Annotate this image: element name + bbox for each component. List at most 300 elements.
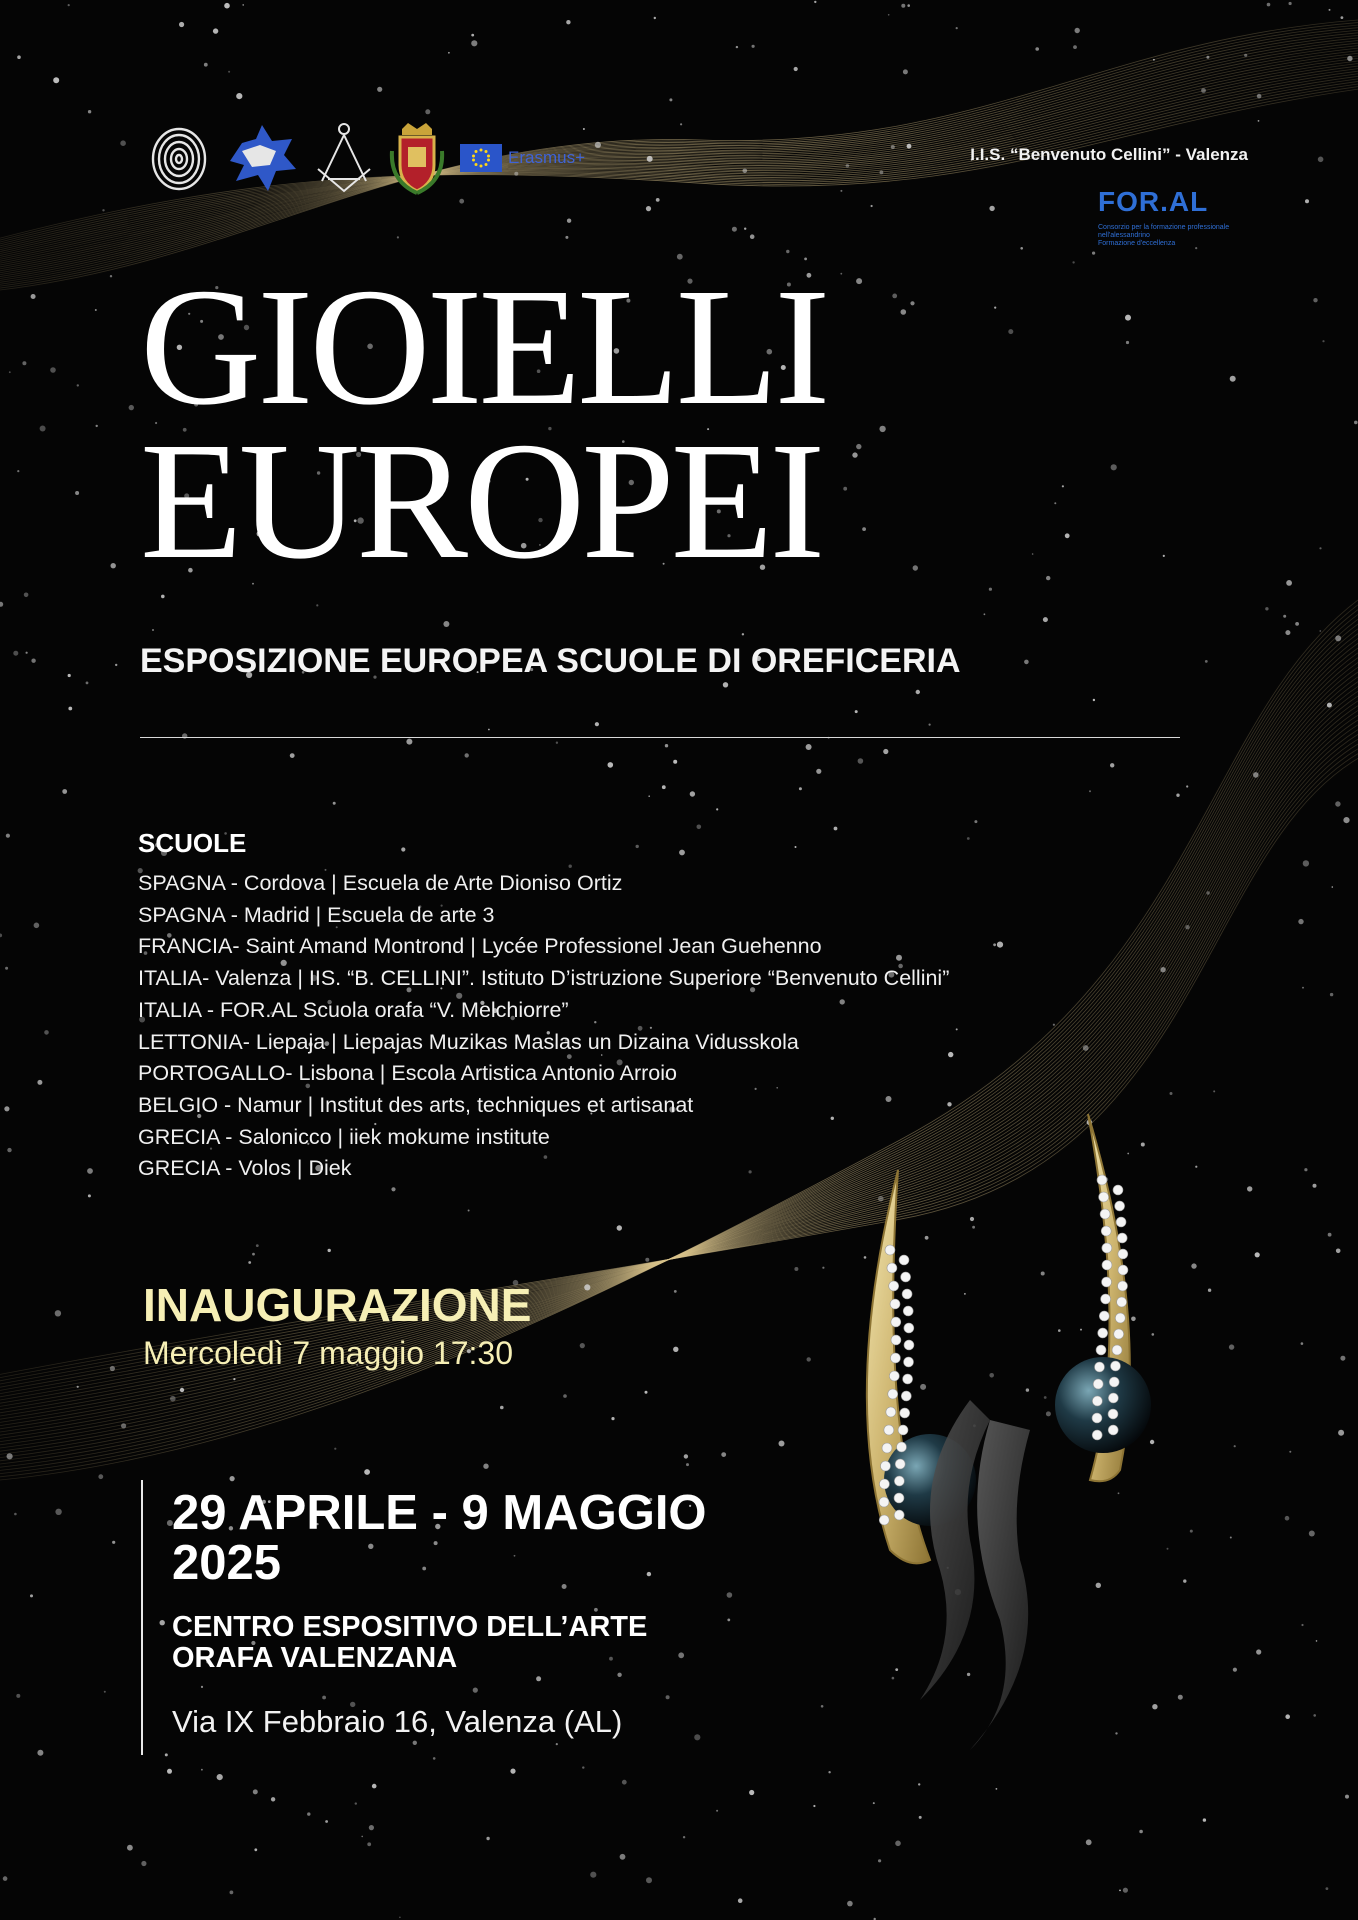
star-particle <box>252 1253 255 1256</box>
star-particle <box>843 487 847 491</box>
star-particle <box>201 1686 203 1688</box>
star-particle <box>794 67 798 71</box>
star-particle <box>217 1774 223 1780</box>
inauguration-heading: INAUGURAZIONE <box>143 1279 532 1331</box>
star-particle <box>95 309 97 311</box>
star-particle <box>956 1028 958 1030</box>
star-particle <box>645 1258 649 1262</box>
star-particle <box>846 164 850 168</box>
star-particle <box>1206 891 1209 894</box>
star-particle <box>17 470 19 472</box>
star-particle <box>111 563 116 568</box>
diamond <box>1110 1361 1120 1371</box>
star-particle <box>367 1842 371 1846</box>
star-particle <box>840 190 842 192</box>
diamond <box>904 1357 914 1367</box>
star-particle <box>873 1802 875 1804</box>
star-particle <box>1160 967 1165 972</box>
diamond <box>1108 1393 1118 1403</box>
divider <box>140 737 1180 738</box>
star-particle <box>716 808 718 810</box>
event-address: Via IX Febbraio 16, Valenza (AL) <box>172 1704 623 1739</box>
star-particle <box>1286 580 1292 586</box>
star-particle <box>1304 1168 1307 1171</box>
star-particle <box>669 98 672 101</box>
star-particle <box>1336 1249 1341 1254</box>
star-particle <box>88 1194 91 1197</box>
star-particle <box>1125 315 1131 321</box>
star-particle <box>1319 547 1321 549</box>
star-particle <box>1285 630 1290 635</box>
erasmus-logo <box>460 144 585 172</box>
star-particle <box>1285 1516 1290 1521</box>
star-particle <box>0 602 3 607</box>
diamond <box>1118 1281 1128 1291</box>
star-particle <box>1046 576 1050 580</box>
star-particle <box>738 1898 743 1903</box>
star-particle <box>500 1406 504 1410</box>
star-particle <box>997 942 1003 948</box>
diamond <box>1102 1277 1112 1287</box>
star-particle <box>901 309 907 315</box>
star-particle <box>929 724 931 726</box>
star-particle <box>1208 1289 1211 1292</box>
star-particle <box>686 1463 689 1466</box>
star-particle <box>1186 785 1188 787</box>
star-particle <box>1329 9 1331 11</box>
star-particle <box>1302 987 1304 989</box>
star-particle <box>608 762 614 768</box>
title-line-2: EUROPEI <box>140 408 822 594</box>
star-particle <box>96 425 98 427</box>
star-particle <box>690 791 695 796</box>
diamond <box>894 1510 904 1520</box>
star-particle <box>204 63 208 67</box>
star-particle <box>1054 502 1056 504</box>
star-particle <box>165 1753 168 1756</box>
diamond <box>903 1374 913 1384</box>
star-particle <box>98 1474 103 1479</box>
star-particle <box>448 52 450 54</box>
star-particle <box>0 934 2 938</box>
star-particle <box>26 652 28 654</box>
star-particle <box>1255 1252 1260 1257</box>
star-particle <box>413 1741 417 1745</box>
event-vertical-rule <box>141 1480 143 1755</box>
diamond <box>899 1255 909 1265</box>
star-particle <box>1086 1839 1092 1845</box>
star-particle <box>1153 59 1155 61</box>
diamond <box>900 1408 910 1418</box>
star-particle <box>749 1790 754 1795</box>
star-particle <box>666 1695 670 1699</box>
star-particle <box>1139 1830 1143 1834</box>
star-particle <box>847 1901 853 1907</box>
diamond <box>1096 1345 1106 1355</box>
star-particle <box>1332 886 1334 888</box>
star-particle <box>1313 1184 1317 1188</box>
gold-pearl-earrings-image <box>820 1100 1200 1760</box>
star-particle <box>1341 16 1344 19</box>
star-particle <box>1092 252 1095 255</box>
diamond <box>884 1425 894 1435</box>
diamond <box>1117 1233 1127 1243</box>
star-particle <box>1335 801 1340 806</box>
star-particle <box>892 294 897 299</box>
star-particle <box>361 1836 363 1838</box>
star-particle <box>883 749 888 754</box>
star-particle <box>1247 1186 1252 1191</box>
star-particle <box>1295 622 1299 626</box>
star-particle <box>611 1417 614 1420</box>
school-item: BELGIO - Namur | Institut des arts, techniques et artisanat <box>138 1092 694 1117</box>
diamond <box>1097 1175 1107 1185</box>
star-particle <box>919 1816 922 1819</box>
star-particle <box>679 850 685 856</box>
star-particle <box>895 1841 901 1847</box>
diamond <box>895 1459 905 1469</box>
left-earring-dark-leaf <box>970 1420 1030 1750</box>
star-particle <box>120 140 126 146</box>
star-particle <box>1335 635 1341 641</box>
star-particle <box>401 847 405 851</box>
star-particle <box>1024 660 1029 665</box>
diamond <box>1113 1185 1123 1195</box>
diamond <box>1108 1425 1118 1435</box>
erasmus-label: Erasmus+ <box>508 148 585 167</box>
diamond <box>1092 1413 1102 1423</box>
coat-of-arms-logo <box>388 121 446 195</box>
star-particle <box>290 753 295 758</box>
school-item: SPAGNA - Madrid | Escuela de arte 3 <box>138 902 495 927</box>
star-particle <box>816 769 821 774</box>
schools-heading: SCUOLE <box>138 828 247 858</box>
star-particle <box>813 1805 815 1807</box>
star-particle <box>556 742 558 744</box>
star-particle <box>878 1859 881 1862</box>
star-particle <box>891 145 895 149</box>
school-item: ITALIA- Valenza | IIS. “B. CELLINI”. Istituto D’istruzione Superiore “Benvenuto Cellini” <box>138 966 950 991</box>
star-particle <box>907 4 910 7</box>
star-particle <box>858 758 864 764</box>
star-particle <box>322 1696 326 1700</box>
star-particle <box>1313 298 1317 302</box>
star-particle <box>473 1688 478 1693</box>
school-name: I.I.S. “Benvenuto Cellini” - Valenza <box>970 145 1248 164</box>
star-particle <box>399 1917 401 1919</box>
star-particle <box>333 802 336 805</box>
star-particle <box>1185 925 1189 929</box>
star-particle <box>556 1743 558 1745</box>
star-particle <box>1230 1537 1232 1539</box>
star-particle <box>984 613 986 615</box>
star-particle <box>7 1148 11 1152</box>
star-particle <box>459 199 464 204</box>
star-particle <box>17 55 21 59</box>
school-item: GRECIA - Salonicco | iiek mokume institute <box>138 1124 550 1149</box>
star-particle <box>1119 1890 1121 1892</box>
star-particle <box>242 4 244 6</box>
star-particle <box>425 109 430 114</box>
diamond <box>1112 1345 1122 1355</box>
diamond <box>1102 1260 1112 1270</box>
star-particle <box>856 278 862 284</box>
star-particle <box>254 1848 257 1851</box>
event-dates <box>172 1488 812 1588</box>
star-particle <box>974 820 977 823</box>
star-particle <box>680 123 682 125</box>
diamond <box>1115 1313 1125 1323</box>
star-particle <box>647 156 653 162</box>
star-particle <box>580 1343 585 1348</box>
star-particle <box>88 110 91 113</box>
star-particle <box>901 4 905 8</box>
fingerprint-logo <box>150 125 208 191</box>
diamond <box>889 1281 899 1291</box>
star-particle <box>377 87 382 92</box>
diamond <box>896 1442 906 1452</box>
star-particle <box>483 1464 488 1469</box>
star-particle <box>852 452 857 457</box>
diamond <box>1099 1192 1109 1202</box>
star-particle <box>1032 553 1034 555</box>
star-particle <box>786 250 789 253</box>
star-particle <box>1203 1818 1206 1821</box>
star-particle <box>794 1267 798 1271</box>
star-particle <box>584 1284 590 1290</box>
star-particle <box>744 228 746 230</box>
star-particle <box>1354 421 1358 425</box>
star-particle <box>916 690 920 694</box>
star-particle <box>486 1837 489 1840</box>
star-particle <box>880 171 884 175</box>
star-particle <box>1201 88 1206 93</box>
star-particle <box>727 1592 733 1598</box>
star-particle <box>328 1249 331 1252</box>
star-particle <box>1205 660 1208 663</box>
star-particle <box>595 142 601 148</box>
star-particle <box>13 651 18 656</box>
star-particle <box>1043 617 1048 622</box>
star-particle <box>31 659 35 663</box>
star-particle <box>180 1388 184 1392</box>
star-particle <box>1309 1531 1315 1537</box>
star-particle <box>6 834 10 838</box>
star-particle <box>62 789 67 794</box>
star-particle <box>68 674 71 677</box>
star-particle <box>1234 1445 1236 1447</box>
star-particle <box>563 1394 567 1398</box>
diamond <box>1115 1201 1125 1211</box>
star-particle <box>224 3 230 9</box>
star-particle <box>994 307 996 309</box>
star-particle <box>913 565 918 570</box>
star-particle <box>5 967 8 970</box>
star-particle <box>956 27 958 29</box>
partner-logos <box>150 118 585 198</box>
star-particle <box>1123 1888 1128 1893</box>
event-venue-line-1: CENTRO ESPOSITIVO DELL’ARTE <box>172 1611 648 1643</box>
star-particle <box>750 234 755 239</box>
star-particle <box>443 621 449 627</box>
diamond <box>1102 1243 1112 1253</box>
diamond <box>880 1461 890 1471</box>
star-particle <box>77 384 79 386</box>
star-particle <box>907 144 912 149</box>
star-particle <box>24 593 29 598</box>
school-item: SPAGNA - Cordova | Escuela de Arte Dioniso Ortiz <box>138 871 623 895</box>
star-particle <box>646 1877 652 1883</box>
forall-wordmark: FOR.AL <box>1098 186 1209 217</box>
star-particle <box>620 1854 626 1860</box>
event-dates-line-2: 2025 <box>172 1536 282 1590</box>
star-particle <box>9 371 11 373</box>
star-particle <box>879 426 885 432</box>
star-particle <box>53 77 59 83</box>
star-particle <box>807 1357 811 1361</box>
star-particle <box>723 682 728 687</box>
star-particle <box>567 219 571 223</box>
diamond <box>898 1425 908 1435</box>
star-particle <box>121 1423 126 1428</box>
star-particle <box>684 1454 688 1458</box>
school-item: PORTOGALLO- Lisbona | Escola Artistica Antonio Arroio <box>138 1061 677 1086</box>
star-particle <box>316 604 318 606</box>
event-dates-line-1: 29 APRILE - 9 MAGGIO <box>172 1486 707 1540</box>
diamond <box>1109 1377 1119 1387</box>
star-particle <box>697 825 702 830</box>
star-particle <box>732 227 737 232</box>
star-particle <box>683 1836 685 1838</box>
star-particle <box>1053 1024 1055 1026</box>
star-particle <box>488 729 490 731</box>
star-particle <box>1267 3 1271 7</box>
star-particle <box>565 236 568 239</box>
diamond <box>1116 1217 1126 1227</box>
diamond <box>901 1391 911 1401</box>
star-particle <box>1075 28 1080 33</box>
star-particle <box>673 760 677 764</box>
star-particle <box>1345 1795 1349 1799</box>
star-particle <box>1319 630 1321 632</box>
diamond <box>887 1263 897 1273</box>
star-particle <box>617 1225 622 1230</box>
star-particle <box>1326 1887 1329 1890</box>
star-particle <box>1073 45 1077 49</box>
star-particle <box>40 426 46 432</box>
star-particle <box>167 1769 172 1774</box>
star-particle <box>334 1448 336 1450</box>
star-particle <box>674 1290 677 1293</box>
star-particle <box>433 1757 436 1760</box>
star-particle <box>31 294 36 299</box>
diamond <box>901 1272 911 1282</box>
star-particle <box>16 1694 20 1698</box>
star-particle <box>1213 1090 1215 1092</box>
masonic-compass-logo <box>314 121 374 195</box>
star-particle <box>37 1080 42 1085</box>
star-particle <box>716 1810 718 1812</box>
star-particle <box>110 275 112 277</box>
star-particle <box>654 17 656 19</box>
star-particle <box>828 1771 830 1773</box>
star-particle <box>590 1872 596 1878</box>
star-particle <box>1327 703 1332 708</box>
star-particle <box>1253 772 1259 778</box>
star-particle <box>253 1789 258 1794</box>
star-particle <box>160 1620 165 1625</box>
diamond <box>1100 1209 1110 1219</box>
diamond <box>1098 1328 1108 1338</box>
star-particle <box>1289 1451 1291 1453</box>
star-particle <box>236 93 242 99</box>
star-particle <box>50 367 56 373</box>
star-particle <box>1298 919 1303 924</box>
star-particle <box>1065 533 1070 538</box>
diamond <box>904 1340 914 1350</box>
star-particle <box>307 1812 310 1815</box>
star-particle <box>201 1769 203 1771</box>
star-particle <box>1340 1356 1345 1361</box>
diamond <box>1099 1311 1109 1321</box>
star-particle <box>967 837 970 840</box>
star-particle <box>840 273 842 275</box>
inauguration-datetime: Mercoledì 7 maggio 17:30 <box>143 1335 513 1371</box>
star-particle <box>1229 1344 1234 1349</box>
star-particle <box>1110 763 1114 767</box>
star-particle <box>1244 54 1247 57</box>
star-particle <box>742 633 744 635</box>
star-particle <box>1111 464 1117 470</box>
star-particle <box>799 787 802 790</box>
star-particle <box>721 1452 726 1457</box>
star-particle <box>1093 699 1095 701</box>
diamond <box>891 1335 901 1345</box>
school-item: LETTONIA- Liepaja | Liepajas Muzikas Maslas un Dizaina Vidusskola <box>138 1029 799 1054</box>
star-particle <box>996 1788 998 1790</box>
star-particle <box>30 1594 33 1597</box>
star-particle <box>141 1861 146 1866</box>
star-particle <box>355 1802 357 1804</box>
diamond <box>903 1306 913 1316</box>
diamond <box>889 1371 899 1381</box>
star-particle <box>271 1797 275 1801</box>
star-particle <box>248 1261 251 1264</box>
star-particle <box>510 1769 515 1774</box>
star-particle <box>68 4 70 6</box>
star-particle <box>471 40 477 46</box>
star-particle <box>673 1347 678 1352</box>
star-particle <box>1283 615 1286 618</box>
star-particle <box>1256 1649 1261 1654</box>
diamond <box>879 1497 889 1507</box>
event-venue <box>172 1612 772 1674</box>
europe-map-logo <box>222 121 300 195</box>
star-particle <box>75 491 79 495</box>
star-particle <box>856 444 861 449</box>
star-particle <box>115 664 117 666</box>
diamond <box>879 1479 889 1489</box>
diamond <box>1117 1297 1127 1307</box>
star-particle <box>1035 47 1039 51</box>
star-particle <box>646 206 651 211</box>
star-particle <box>233 1378 235 1380</box>
star-particle <box>102 209 104 211</box>
star-particle <box>471 34 474 37</box>
diamond <box>1108 1409 1118 1419</box>
star-particle <box>1343 817 1349 823</box>
diamond <box>891 1317 901 1327</box>
